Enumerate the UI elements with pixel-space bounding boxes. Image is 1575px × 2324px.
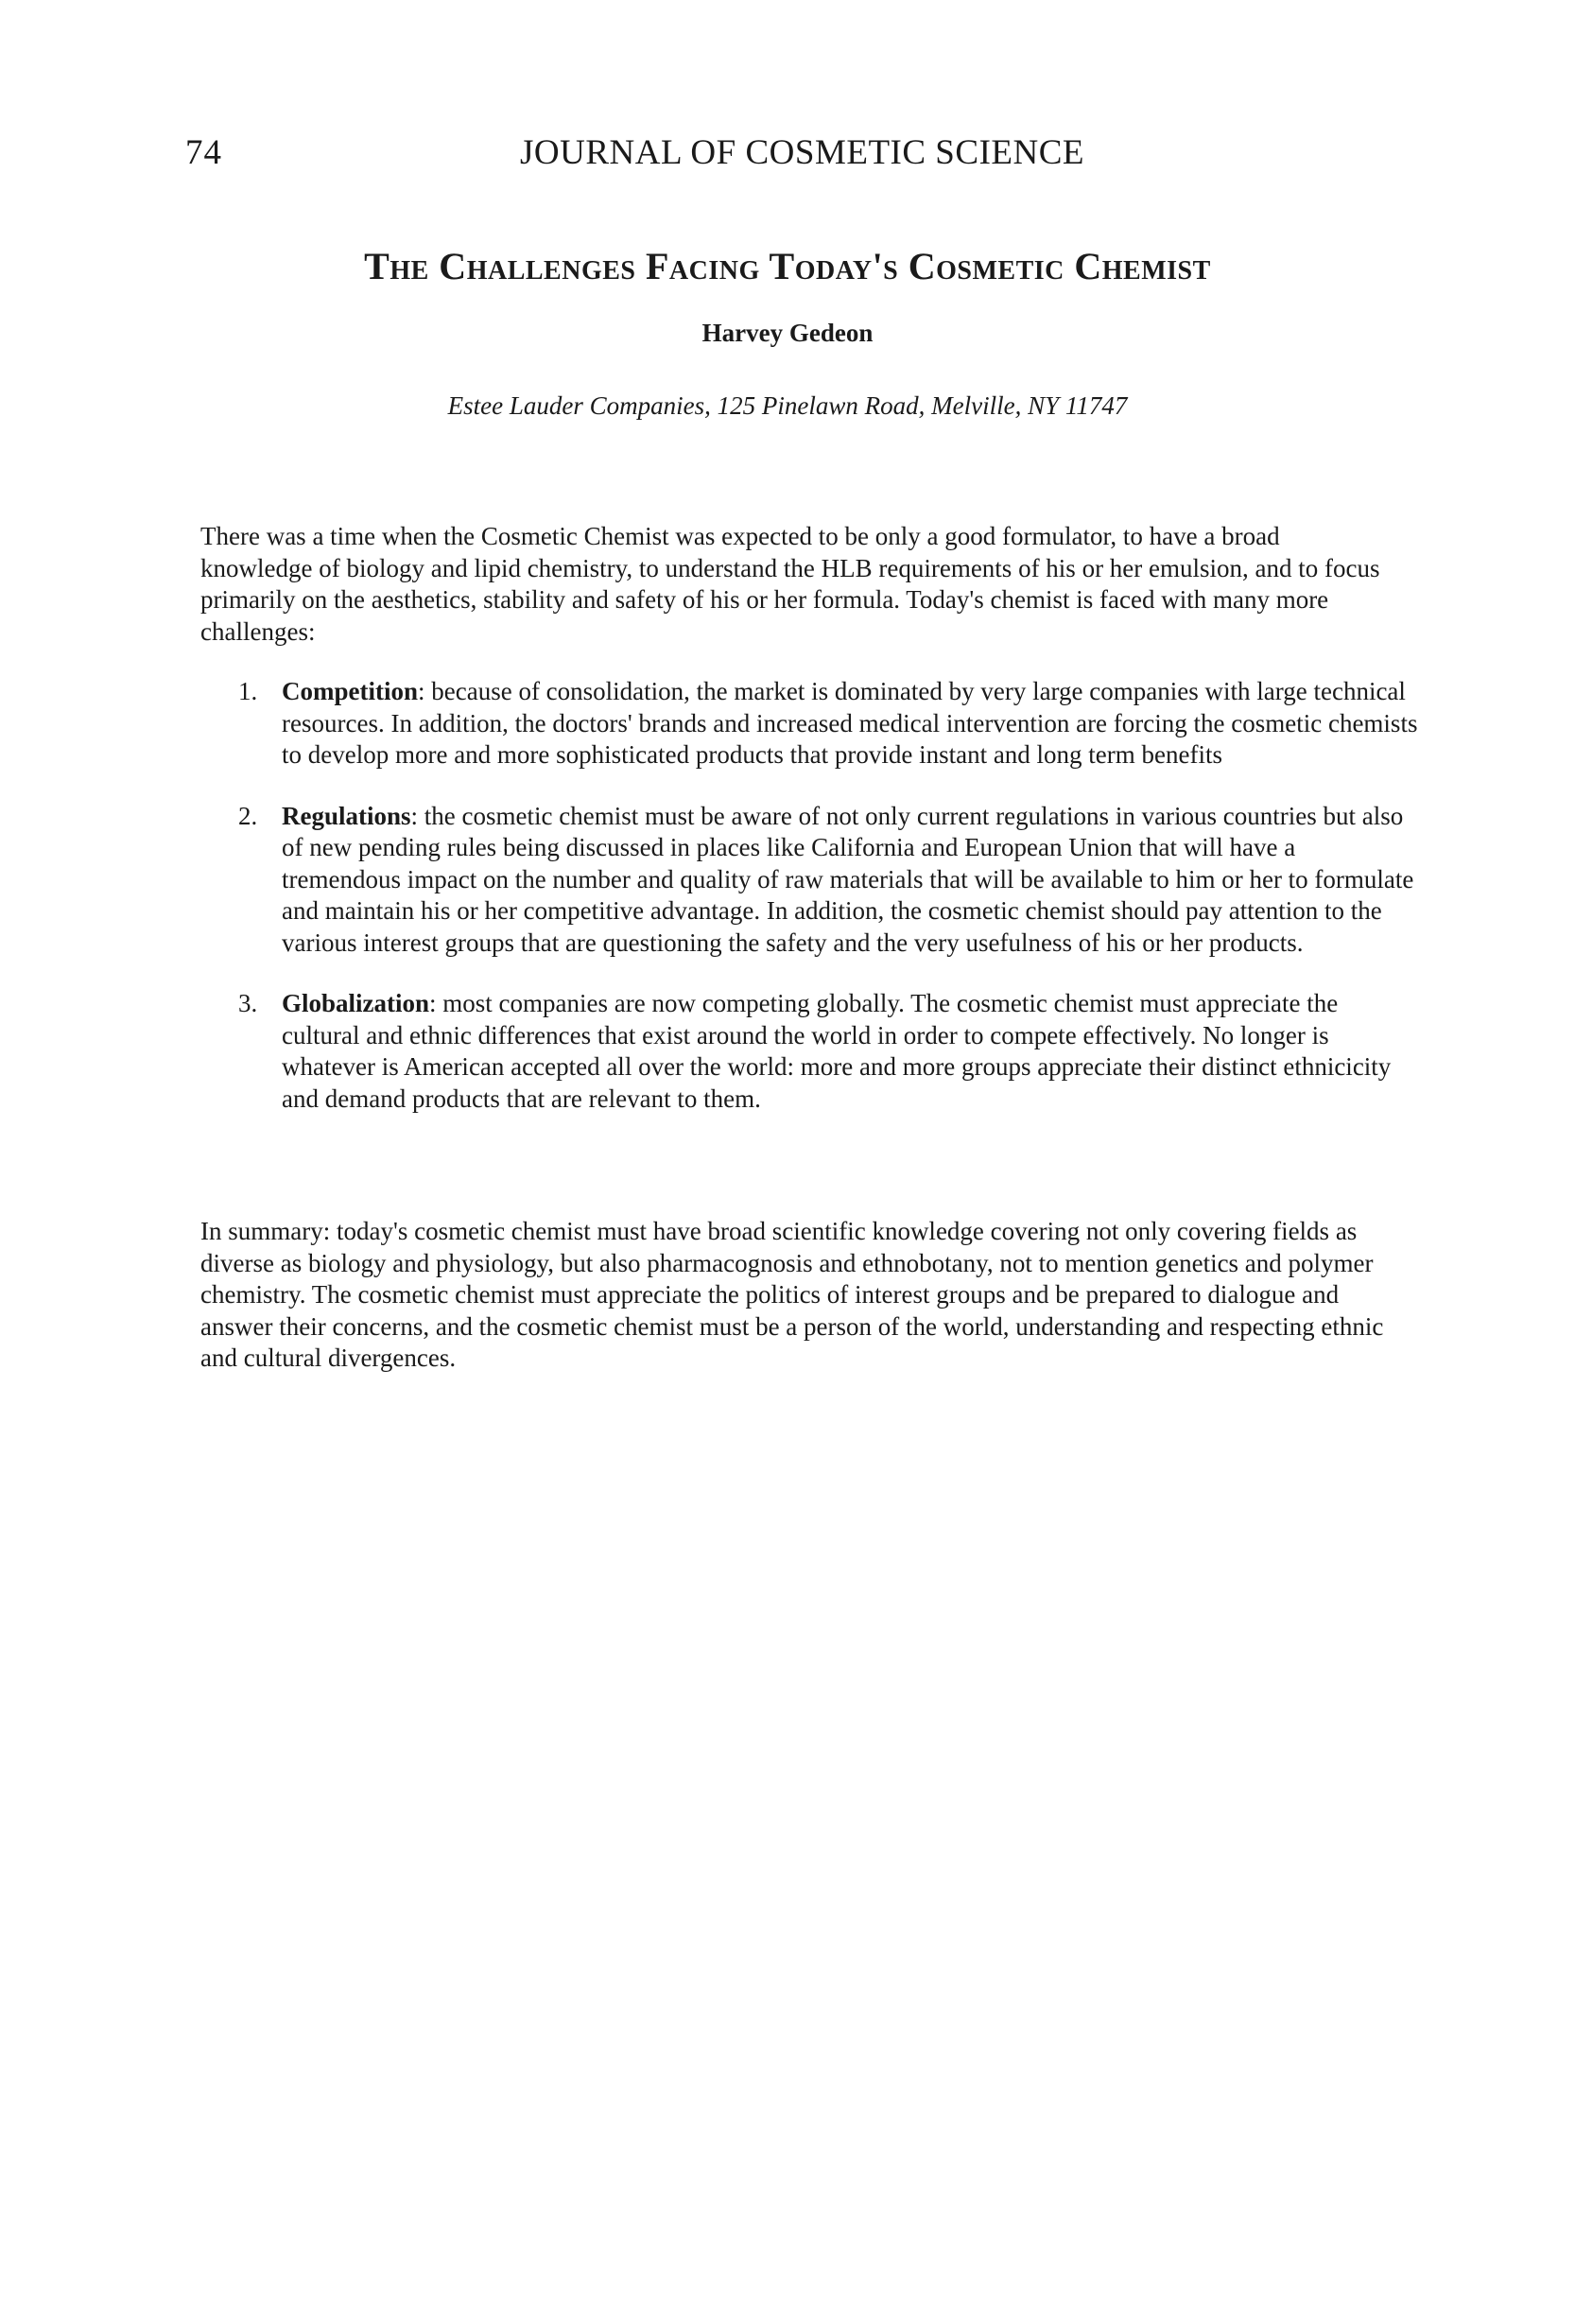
- challenge-text: : most companies are now competing globally. The cosmetic chemist must appreciate the cultural and ethnic differences that exist around the world in order to compete effectively. No longer is whatever is American accepted all over the world: more and more groups appreciate their distinct ethnicicity and demand products that are relevant to them.: [282, 989, 1392, 1113]
- summary-paragraph: In summary: today's cosmetic chemist must have broad scientific knowledge covering not only covering fields as diverse as biology and physiology, but also pharmacognosis and ethnobotany, not to mention genetics and polymer chemistry. The cosmetic chemist must appreciate the politics of interest groups and be prepared to dialogue and answer their concerns, and the cosmetic chemist must be a person of the world, understanding and respecting ethnic and cultural divergences.: [200, 1217, 1384, 1372]
- running-header: [185, 132, 1414, 182]
- challenge-item-globalization: [200, 988, 1420, 1115]
- challenges-list: [200, 676, 1420, 1144]
- journal-name: JOURNAL OF COSMETIC SCIENCE: [520, 133, 1084, 172]
- challenge-number: 1.: [238, 677, 258, 705]
- challenge-term: Competition: [282, 677, 418, 705]
- challenge-number: 3.: [238, 989, 258, 1017]
- article-title: The Challenges Facing Today's Cosmetic Chemist: [364, 245, 1211, 287]
- intro-paragraph: There was a time when the Cosmetic Chemist was expected to be only a good formulator, to have a broad knowledge of biology and lipid chemistry, to understand the HLB requirements of his or her emulsion, and to focus primarily on the aesthetics, stability and safety of his or her formula. Today's chemist is faced with many more challenges:: [200, 522, 1380, 646]
- challenge-number: 2.: [238, 801, 258, 830]
- author-affiliation: Estee Lauder Companies, 125 Pinelawn Road, Melville, NY 11747: [447, 391, 1128, 420]
- author-name: Harvey Gedeon: [701, 319, 874, 347]
- challenge-text: : because of consolidation, the market is dominated by very large companies with large technical resources. In addition, the doctors' brands and increased medical intervention are forcing the cosmetic chemists to develop more and more sophisticated products that provide instant and long term benefits: [282, 677, 1418, 769]
- challenge-term: Globalization: [282, 989, 430, 1017]
- challenge-item-competition: [200, 676, 1420, 772]
- challenge-item-regulations: [200, 801, 1420, 960]
- challenge-text: : the cosmetic chemist must be aware of not only current regulations in various countries but also of new pending rules being discussed in places like California and European Union that will have a tremendous impact on the number and quality of raw materials that will be available to him or her to formulate and maintain his or her competitive advantage. In addition, the cosmetic chemist should pay attention to the various interest groups that are questioning the safety and the very usefulness of his or her products.: [282, 801, 1414, 957]
- challenge-term: Regulations: [282, 801, 411, 830]
- page-number: 74: [185, 133, 222, 172]
